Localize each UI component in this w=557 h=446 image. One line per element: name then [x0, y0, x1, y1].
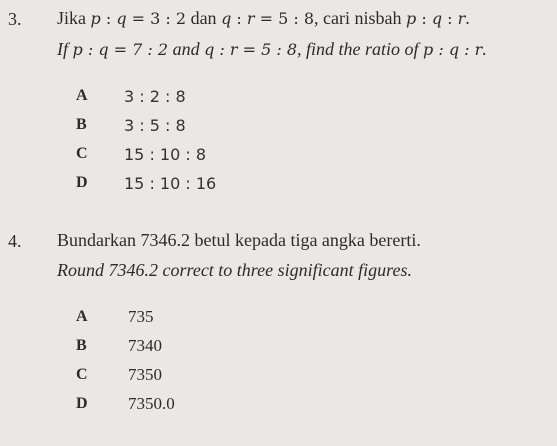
option-a-letter: A [76, 308, 88, 325]
option-c-text: 15 : 10 : 8 [124, 145, 207, 164]
question-3-stem-malay: Jika p : q = 3 : 2 dan q : r = 5 : 8, cari nisbah p : q : r. [57, 8, 470, 28]
question-4-stem-english: Round 7346.2 correct to three significant figures. [57, 260, 412, 280]
option-a-text: 735 [128, 307, 154, 326]
option-d-letter: D [76, 395, 88, 412]
option-d-text: 7350.0 [128, 394, 175, 413]
option-a-text: 3 : 2 : 8 [124, 87, 186, 106]
question-3-number: 3. [8, 9, 22, 29]
option-c-letter: C [76, 366, 88, 383]
option-a-letter: A [76, 87, 88, 104]
option-b-text: 3 : 5 : 8 [124, 116, 186, 135]
question-3-stem-english: If p : q = 7 : 2 and q : r = 5 : 8, find the ratio of p : q : r. [57, 39, 487, 59]
option-d-text: 15 : 10 : 16 [124, 174, 217, 193]
option-b-text: 7340 [128, 336, 162, 355]
question-4-stem-malay: Bundarkan 7346.2 betul kepada tiga angka bererti. [57, 230, 421, 250]
option-b-letter: B [76, 116, 87, 133]
option-d-letter: D [76, 174, 88, 191]
option-b-letter: B [76, 337, 87, 354]
option-c-letter: C [76, 145, 88, 162]
question-4-number: 4. [8, 231, 22, 251]
option-c-text: 7350 [128, 365, 162, 384]
